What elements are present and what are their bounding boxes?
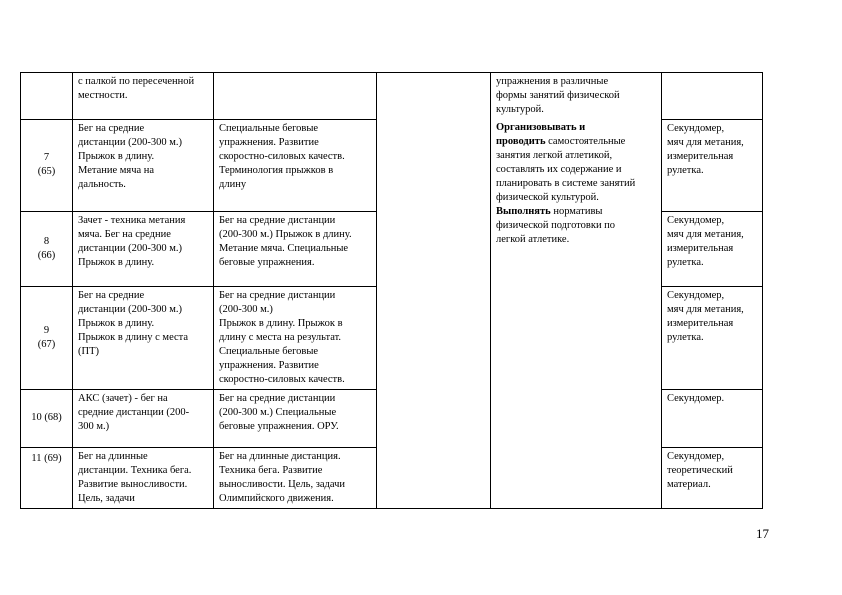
lesson-content-cell: Бег на средние дистанции (200-300 м.) Прыжок в длину. Прыжок в длину с места на результат. Специальные беговые упражнения. Развитие скоростно-силовых качеств. [214,286,377,389]
lesson-content-cell [214,73,377,120]
results-intro-cell: упражнения в различные формы занятий физической культурой. [491,73,662,120]
equipment-cell [662,73,763,120]
empty-column-cell [377,73,491,509]
lesson-content-cell: Специальные беговые упражнения. Развитие скоростно-силовых качеств. Терминология прыжков в длину [214,119,377,211]
lesson-topic-cell: АКС (зачет) - бег на средние дистанции (200- 300 м.) [73,389,214,447]
page-number: 17 [756,526,769,541]
lesson-topic-cell: Зачет - техника метания мяча. Бег на средние дистанции (200-300 м.) Прыжок в длину. [73,211,214,286]
lesson-content-cell: Бег на средние дистанции (200-300 м.) Прыжок в длину. Метание мяча. Специальные беговые упражнения. [214,211,377,286]
lesson-plan-table [20,72,763,509]
lesson-content-cell: Бег на средние дистанции (200-300 м.) Специальные беговые упражнения. ОРУ. [214,389,377,447]
lesson-topic-cell: Бег на средние дистанции (200-300 м.) Прыжок в длину. Метание мяча на дальность. [73,119,214,211]
learning-results-cell: Организовывать и проводить самостоятельные занятия легкой атлетикой, составлять их содержание и планировать в системе занятий физической культурой. Выполнять нормативы физической подготовки по легкой атлетике. [491,119,662,508]
lesson-number-cell: 10 (68) [21,389,73,447]
lesson-content-cell: Бег на длинные дистанция. Техника бега. Развитие выносливости. Цель, задачи Олимпийского движения. [214,447,377,508]
equipment-cell: Секундомер. [662,389,763,447]
lesson-topic-cell: с палкой по пересеченной местности. [73,73,214,120]
equipment-cell: Секундомер, теоретический материал. [662,447,763,508]
lesson-number-cell [21,73,73,120]
equipment-cell: Секундомер, мяч для метания, измерительная рулетка. [662,211,763,286]
equipment-cell: Секундомер, мяч для метания, измерительная рулетка. [662,119,763,211]
lesson-number-cell: 7 (65) [21,119,73,211]
lesson-number-cell: 9 (67) [21,286,73,389]
table-row [21,73,763,120]
lesson-topic-cell: Бег на средние дистанции (200-300 м.) Прыжок в длину. Прыжок в длину с места (ПТ) [73,286,214,389]
lesson-number-cell: 8 (66) [21,211,73,286]
equipment-cell: Секундомер, мяч для метания, измерительная рулетка. [662,286,763,389]
lesson-topic-cell: Бег на длинные дистанции. Техника бега. Развитие выносливости. Цель, задачи [73,447,214,508]
lesson-number-cell: 11 (69) [21,447,73,508]
